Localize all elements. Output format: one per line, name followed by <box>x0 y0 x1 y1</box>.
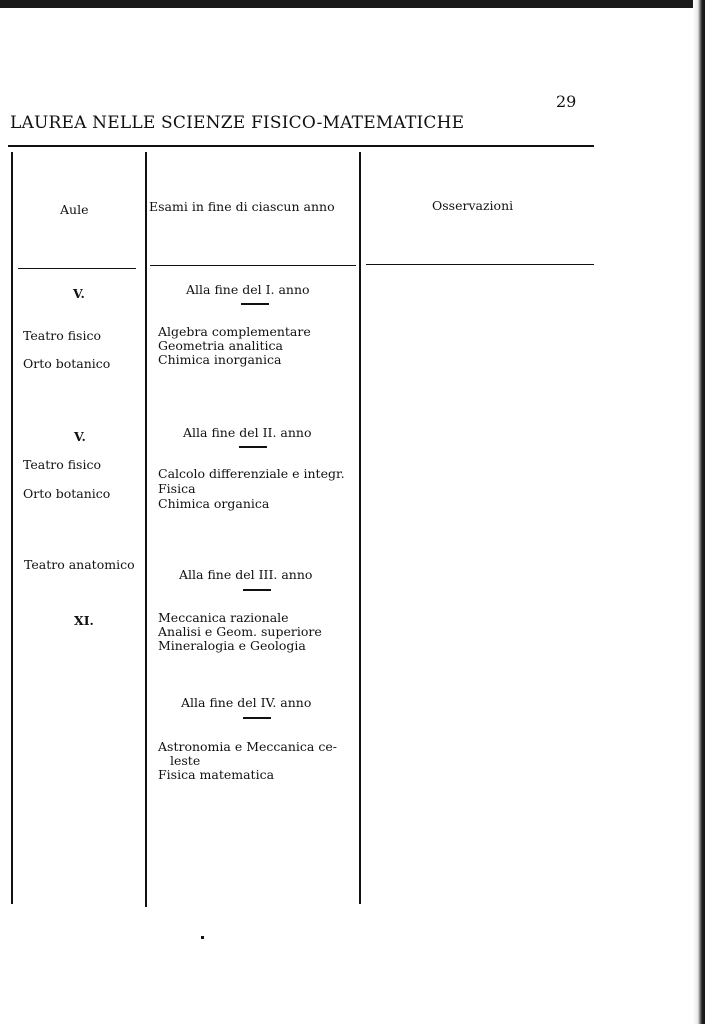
year-1-exam-2: Geometria analitica <box>158 338 284 353</box>
table-top-rule <box>8 145 594 147</box>
year-4-dash <box>243 717 271 719</box>
page-top-edge <box>0 0 705 8</box>
year-1-room-1: Teatro fisico <box>23 328 101 343</box>
header-rule-1 <box>18 268 136 269</box>
year-1-mark: V. <box>73 286 85 301</box>
year-4-exam-3: Fisica matematica <box>158 767 275 782</box>
year-4-exam-2: leste <box>170 753 201 768</box>
year-1-heading: Alla fine del I. anno <box>186 282 310 297</box>
year-1-exam-1: Algebra complementare <box>158 324 311 339</box>
column-divider-1 <box>145 152 147 907</box>
year-2-exam-1: Calcolo differenziale e integr. <box>158 466 345 481</box>
year-3-mark: XI. <box>74 613 94 628</box>
header-rule-3 <box>366 264 594 265</box>
year-3-heading: Alla fine del III. anno <box>179 567 313 582</box>
page-title: LAUREA NELLE SCIENZE FISICO-MATEMATICHE <box>10 113 465 133</box>
header-aule: Aule <box>60 202 89 217</box>
year-2-room-1: Teatro fisico <box>23 457 101 472</box>
year-3-exam-2: Analisi e Geom. superiore <box>158 624 322 639</box>
year-2-heading: Alla fine del II. anno <box>183 425 312 440</box>
year-1-exam-3: Chimica inorganica <box>158 352 282 367</box>
year-3-exam-3: Mineralogia e Geologia <box>158 638 306 653</box>
year-2-exam-3: Chimica organica <box>158 496 270 511</box>
year-1-room-2: Orto botanico <box>23 356 111 371</box>
header-esami: Esami in fine di ciascun anno <box>149 199 335 214</box>
year-4-heading: Alla fine del IV. anno <box>181 695 312 710</box>
column-divider-2 <box>359 152 361 904</box>
table-left-rule <box>11 152 13 904</box>
header-rule-2 <box>150 265 356 266</box>
year-3-exam-1: Meccanica razionale <box>158 610 289 625</box>
year-3-dash <box>243 589 271 591</box>
year-3-room-1: Teatro anatomico <box>24 557 135 572</box>
stray-mark <box>201 936 204 939</box>
header-osservazioni: Osservazioni <box>432 198 514 213</box>
year-4-exam-1: Astronomia e Meccanica ce- <box>158 739 337 754</box>
year-1-dash <box>241 303 269 305</box>
year-2-room-2: Orto botanico <box>23 486 111 501</box>
page-binding-edge <box>693 0 705 1024</box>
year-2-exam-2: Fisica <box>158 481 196 496</box>
year-2-dash <box>239 446 267 448</box>
page-number: 29 <box>556 92 577 111</box>
year-2-mark: V. <box>74 429 86 444</box>
